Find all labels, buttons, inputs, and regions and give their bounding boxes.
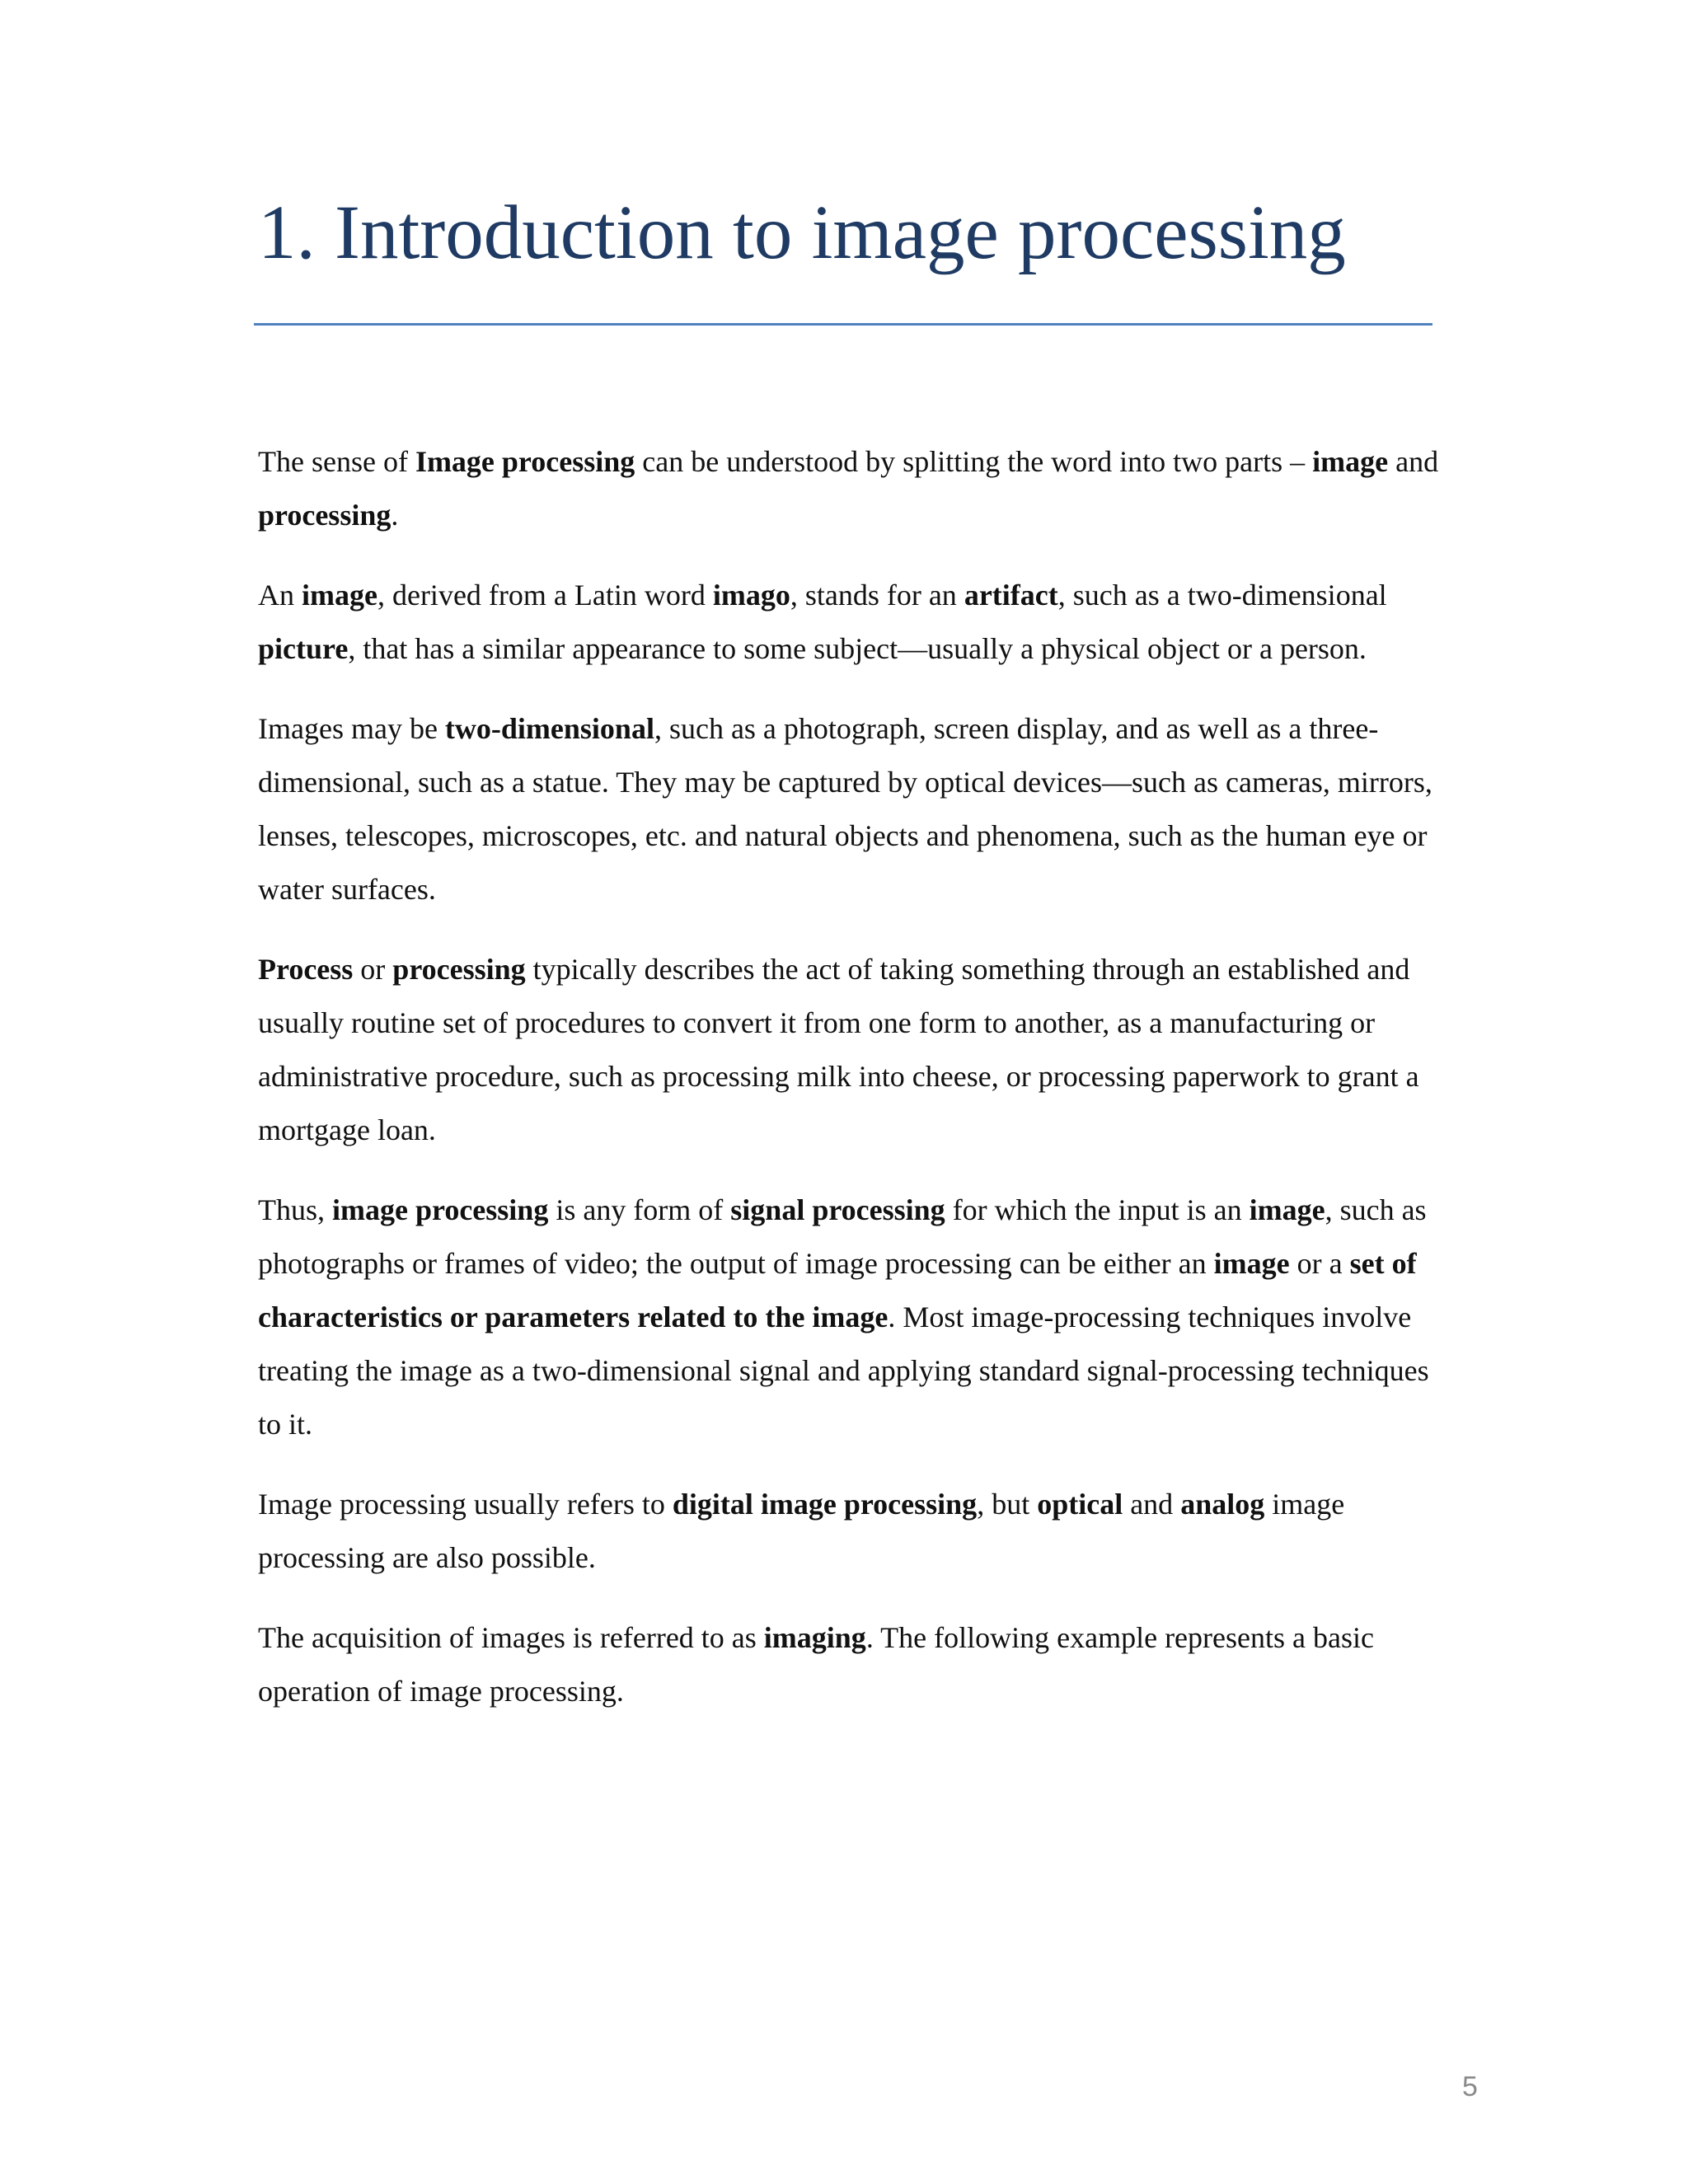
bold-term: image: [1312, 445, 1389, 478]
bold-term: Image processing: [415, 445, 635, 478]
text-run: , stands for an: [790, 579, 964, 612]
bold-term: digital image processing: [672, 1488, 978, 1521]
text-run: Images may be: [258, 712, 445, 745]
text-run: , such as photographs or frames of video; the output of image processing can be either an: [258, 1193, 1427, 1280]
paragraph: [258, 1183, 1445, 1451]
paragraph: [258, 435, 1445, 542]
bold-term: picture: [258, 632, 349, 665]
text-run: , such as a two-dimensional: [1057, 579, 1387, 612]
bold-term: processing: [392, 953, 526, 986]
text-run: Thus,: [258, 1193, 332, 1226]
paragraph: [258, 943, 1445, 1157]
bold-term: imago: [712, 579, 790, 612]
text-run: is any form of: [548, 1193, 731, 1226]
page-title: 1. Introduction to image processing: [258, 190, 1346, 275]
paragraph: [258, 702, 1445, 916]
text-run: An: [258, 579, 302, 612]
text-run: and: [1388, 445, 1439, 478]
body-text: [258, 435, 1445, 1745]
text-run: for which the input is an: [945, 1193, 1250, 1226]
paragraph: [258, 1611, 1445, 1718]
bold-term: image: [1213, 1247, 1290, 1280]
title-divider: [254, 323, 1432, 326]
bold-term: image: [302, 579, 377, 612]
bold-term: processing: [258, 499, 392, 532]
text-run: .: [391, 499, 399, 532]
text-run: Image processing usually refers to: [258, 1488, 673, 1521]
text-run: The sense of: [258, 445, 415, 478]
bold-term: optical: [1037, 1488, 1123, 1521]
bold-term: image: [1249, 1193, 1325, 1226]
text-run: . Most image-processing techniques involve treating the image as a two-dimensional signal and applying standard signal-processing techniques to it.: [258, 1301, 1429, 1441]
text-run: , that has a similar appearance to some subject—usually a physical object or a person.: [348, 632, 1367, 665]
text-run: typically describes the act of taking something through an established and usually routine set of procedures to convert it from one form to another, as a manufacturing or administrative procedure, such as processing milk into cheese, or processing paperwork to grant a mortgage loan.: [258, 953, 1419, 1146]
paragraph: [258, 1478, 1445, 1585]
bold-term: imaging: [763, 1621, 866, 1654]
page-number: 5: [1462, 2071, 1478, 2102]
text-run: image processing are also possible.: [258, 1488, 1345, 1574]
bold-term: two-dimensional: [444, 712, 654, 745]
text-run: or a: [1289, 1247, 1350, 1280]
text-run: The acquisition of images is referred to as: [258, 1621, 764, 1654]
text-run: , such as a photograph, screen display, and as well as a three-dimensional, such as a statue. They may be captured by optical devices—such as cameras, mirrors, lenses, telescopes, microscopes, etc. and natural objects and phenomena, such as the human eye or water surfaces.: [258, 712, 1432, 906]
bold-term: analog: [1180, 1488, 1265, 1521]
text-run: , derived from a Latin word: [377, 579, 713, 612]
paragraph: [258, 569, 1445, 676]
bold-term: artifact: [964, 579, 1058, 612]
text-run: or: [353, 953, 393, 986]
bold-term: Process: [258, 953, 354, 986]
text-run: and: [1123, 1488, 1181, 1521]
bold-term: set of characteristics or parameters related to the image: [258, 1247, 1417, 1333]
text-run: , but: [977, 1488, 1038, 1521]
text-run: can be understood by splitting the word into two parts –: [635, 445, 1313, 478]
bold-term: signal processing: [730, 1193, 945, 1226]
text-run: . The following example represents a basic operation of image processing.: [258, 1621, 1374, 1708]
bold-term: image processing: [332, 1193, 549, 1226]
